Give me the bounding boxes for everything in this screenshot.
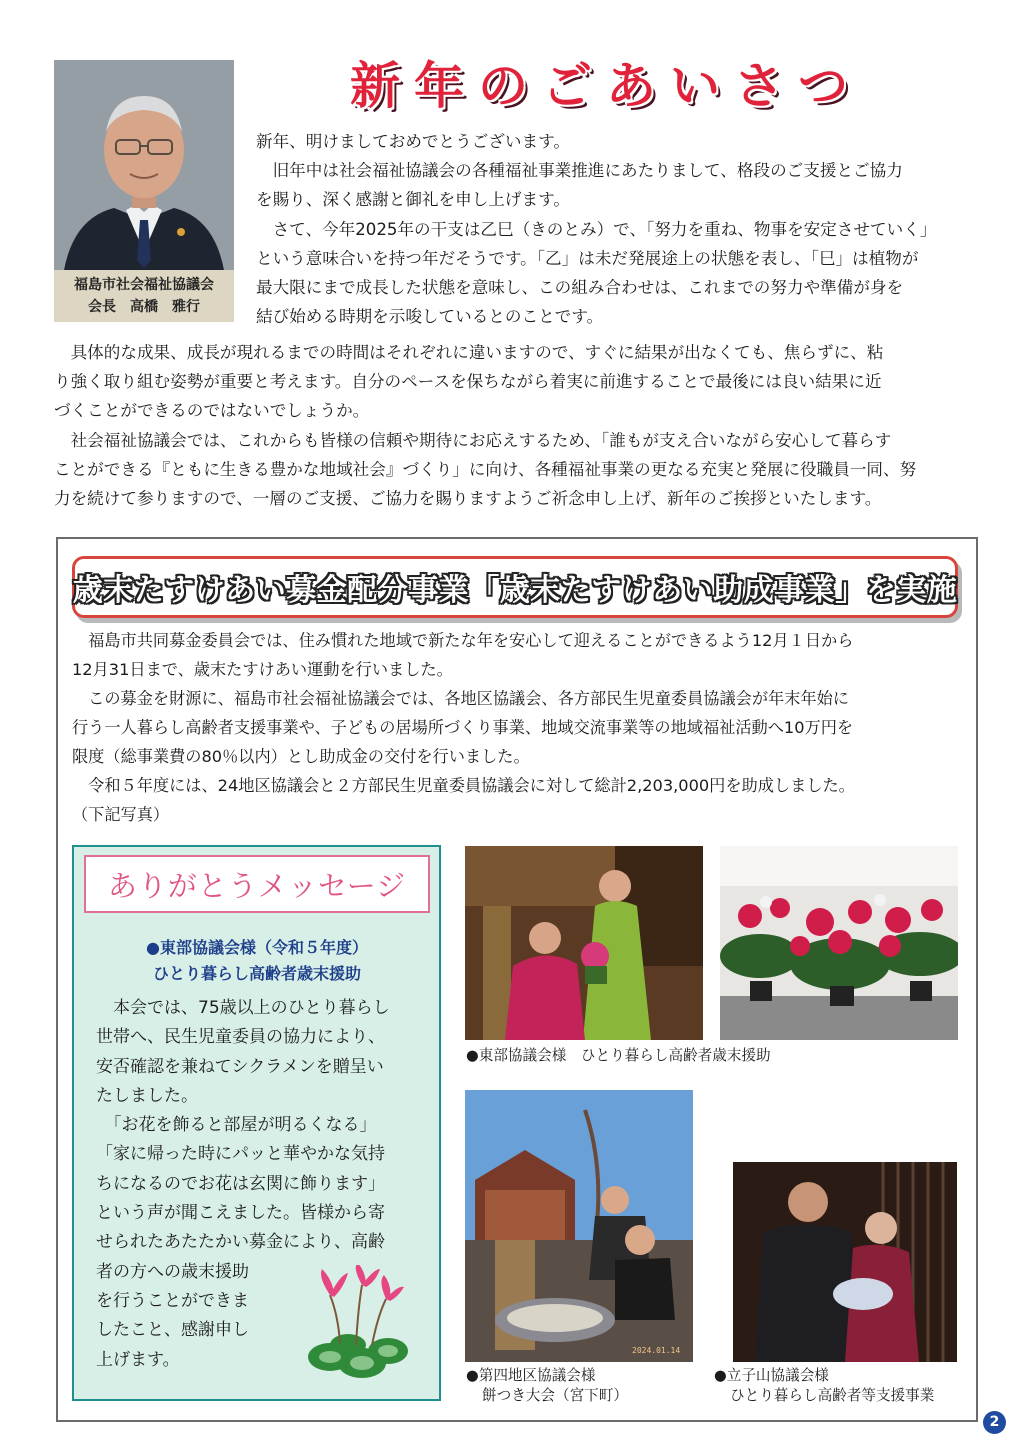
text-line: 安否確認を兼ねてシクラメンを贈呈い [96, 1056, 384, 1077]
text-line: 新年、明けましておめでとうございます。 [256, 132, 570, 151]
greeting-paragraph-top [256, 127, 986, 331]
text-line: を賜り、深く感謝と御礼を申し上げます。 [256, 190, 570, 210]
caption-line: ひとり暮らし高齢者等支援事業 [730, 1387, 935, 1404]
text-line: 世帯へ、民生児童委員の協力により、 [96, 1027, 385, 1048]
text-line: 結び始める時期を示唆しているとのことです。 [256, 307, 604, 327]
subhead-line: ひとり暮らし高齢者歳末援助 [152, 964, 361, 983]
banner-title: 歳末たすけあい募金配分事業「歳末たすけあい助成事業」を実施 [72, 573, 958, 608]
author-name: 会長 高橋 雅行 [88, 299, 200, 315]
text-line: たしました。 [96, 1085, 198, 1106]
photo-cyclamen-delivery [465, 846, 703, 1040]
text-line: （下記写真） [72, 805, 170, 824]
photo-cyclamen-pots [720, 846, 958, 1040]
photo-date-stamp: 2024.01.14 [632, 1346, 681, 1355]
text-line: ことができる『ともに生きる豊かな地域社会』づくり」に向け、各種福祉事業の更なる充実と発展に役職員一同、努 [54, 459, 917, 479]
text-line: この募金を財源に、福島市社会福祉協議会では、各地区協議会、各方部民生児童委員協議会が年末年始に [72, 689, 849, 708]
photo-mochi-event [465, 1090, 693, 1362]
text-line: したこと、感謝申し [96, 1320, 249, 1341]
page-number: 2 [983, 1411, 1006, 1434]
text-line: 12月31日まで、歳末たすけあい運動を行いました。 [72, 660, 453, 679]
text-line: 行う一人暮らし高齢者支援事業や、子どもの居場所づくり事業、地域交流事業等の地域福祉活動へ10万円を [72, 718, 854, 737]
portrait-caption [54, 270, 234, 322]
text-line: という意味合いを持つ年だそうです。「乙」は未だ発展途上の状態を表し、「巳」は植物が [256, 248, 919, 268]
text-line: 上げます。 [96, 1349, 180, 1370]
photo-caption-1: ●東部協議会様 ひとり暮らし高齢者歳末援助 [466, 1047, 771, 1064]
text-line: づくことができるのではないでしょうか。 [54, 401, 370, 421]
section-banner [72, 556, 958, 618]
text-line: 旧年中は社会福祉協議会の各種福祉事業推進にあたりまして、格段のご支援とご協力 [256, 161, 903, 181]
text-line: 社会福祉協議会では、これからも皆様の信頼や期待にお応えするため、「誰もが支え合いながら安心して暮らす [54, 430, 892, 450]
chairman-portrait [54, 60, 234, 270]
text-line: 限度（総事業費の80％以内）とし助成金の交付を行いました。 [72, 747, 530, 766]
text-line: 「お花を飾ると部屋が明るくなる」 [96, 1115, 377, 1136]
subhead-line: ●東部協議会様（令和５年度） [146, 938, 368, 957]
greeting-paragraph-full [54, 338, 984, 513]
text-line: ちになるのでお花は玄関に飾ります」 [96, 1173, 385, 1194]
greeting-title: 新年のごあいさつ [350, 57, 862, 115]
text-line: を行うことができま [96, 1290, 249, 1311]
text-line: 福島市共同募金委員会では、住み慣れた地域で新たな年を安心して迎えることができるよう12月１日から [72, 631, 854, 650]
text-line: 者の方への歳末援助 [96, 1261, 249, 1282]
cyclamen-flower-icon [300, 1265, 412, 1383]
thank-you-title-box [84, 855, 430, 913]
caption-line: ●立子山協議会様 [714, 1367, 829, 1384]
thank-you-title: ありがとうメッセージ [107, 868, 407, 903]
thank-you-subhead [84, 935, 430, 987]
author-org: 福島市社会福祉協議会 [74, 277, 214, 293]
photo-caption-4 [714, 1366, 934, 1406]
text-line: り強く取り組む姿勢が重要と考えます。自分のペースを保ちながら着実に前進することで最後には良い結果に近 [54, 372, 882, 392]
text-line: 具体的な成果、成長が現れるまでの時間はそれぞれに違いますので、すぐに結果が出なくても、焦らずに、粘 [54, 343, 884, 362]
caption-line: 餅つき大会（宮下町） [482, 1387, 628, 1404]
text-line: せられたあたたかい募金により、高齢 [96, 1232, 385, 1253]
text-line: 本会では、75歳以上のひとり暮らし [96, 998, 390, 1018]
photo-caption-3 [466, 1366, 628, 1406]
caption-line: ●第四地区協議会様 [466, 1367, 596, 1384]
text-line: さて、今年2025年の干支は乙巳（きのとみ）で、「努力を重ね、物事を安定させていく」 [256, 219, 937, 239]
text-line: 最大限にまで成長した状態を意味し、この組み合わせは、これまでの努力や準備が身を [256, 278, 904, 298]
text-line: 力を続けて参りますので、一層のご支援、ご協力を賜りますようご祈念申し上げ、新年のご挨拶といたします。 [54, 489, 882, 509]
section-paragraphs [72, 626, 972, 829]
text-line: 「家に帰った時にパッと華やかな気持 [96, 1144, 385, 1165]
text-line: 令和５年度には、24地区協議会と２方部民生児童委員協議会に対して総計2,203,000円を助成しました。 [72, 776, 855, 795]
photo-support-visit [733, 1162, 957, 1362]
text-line: という声が聞こえました。皆様から寄 [96, 1203, 385, 1224]
